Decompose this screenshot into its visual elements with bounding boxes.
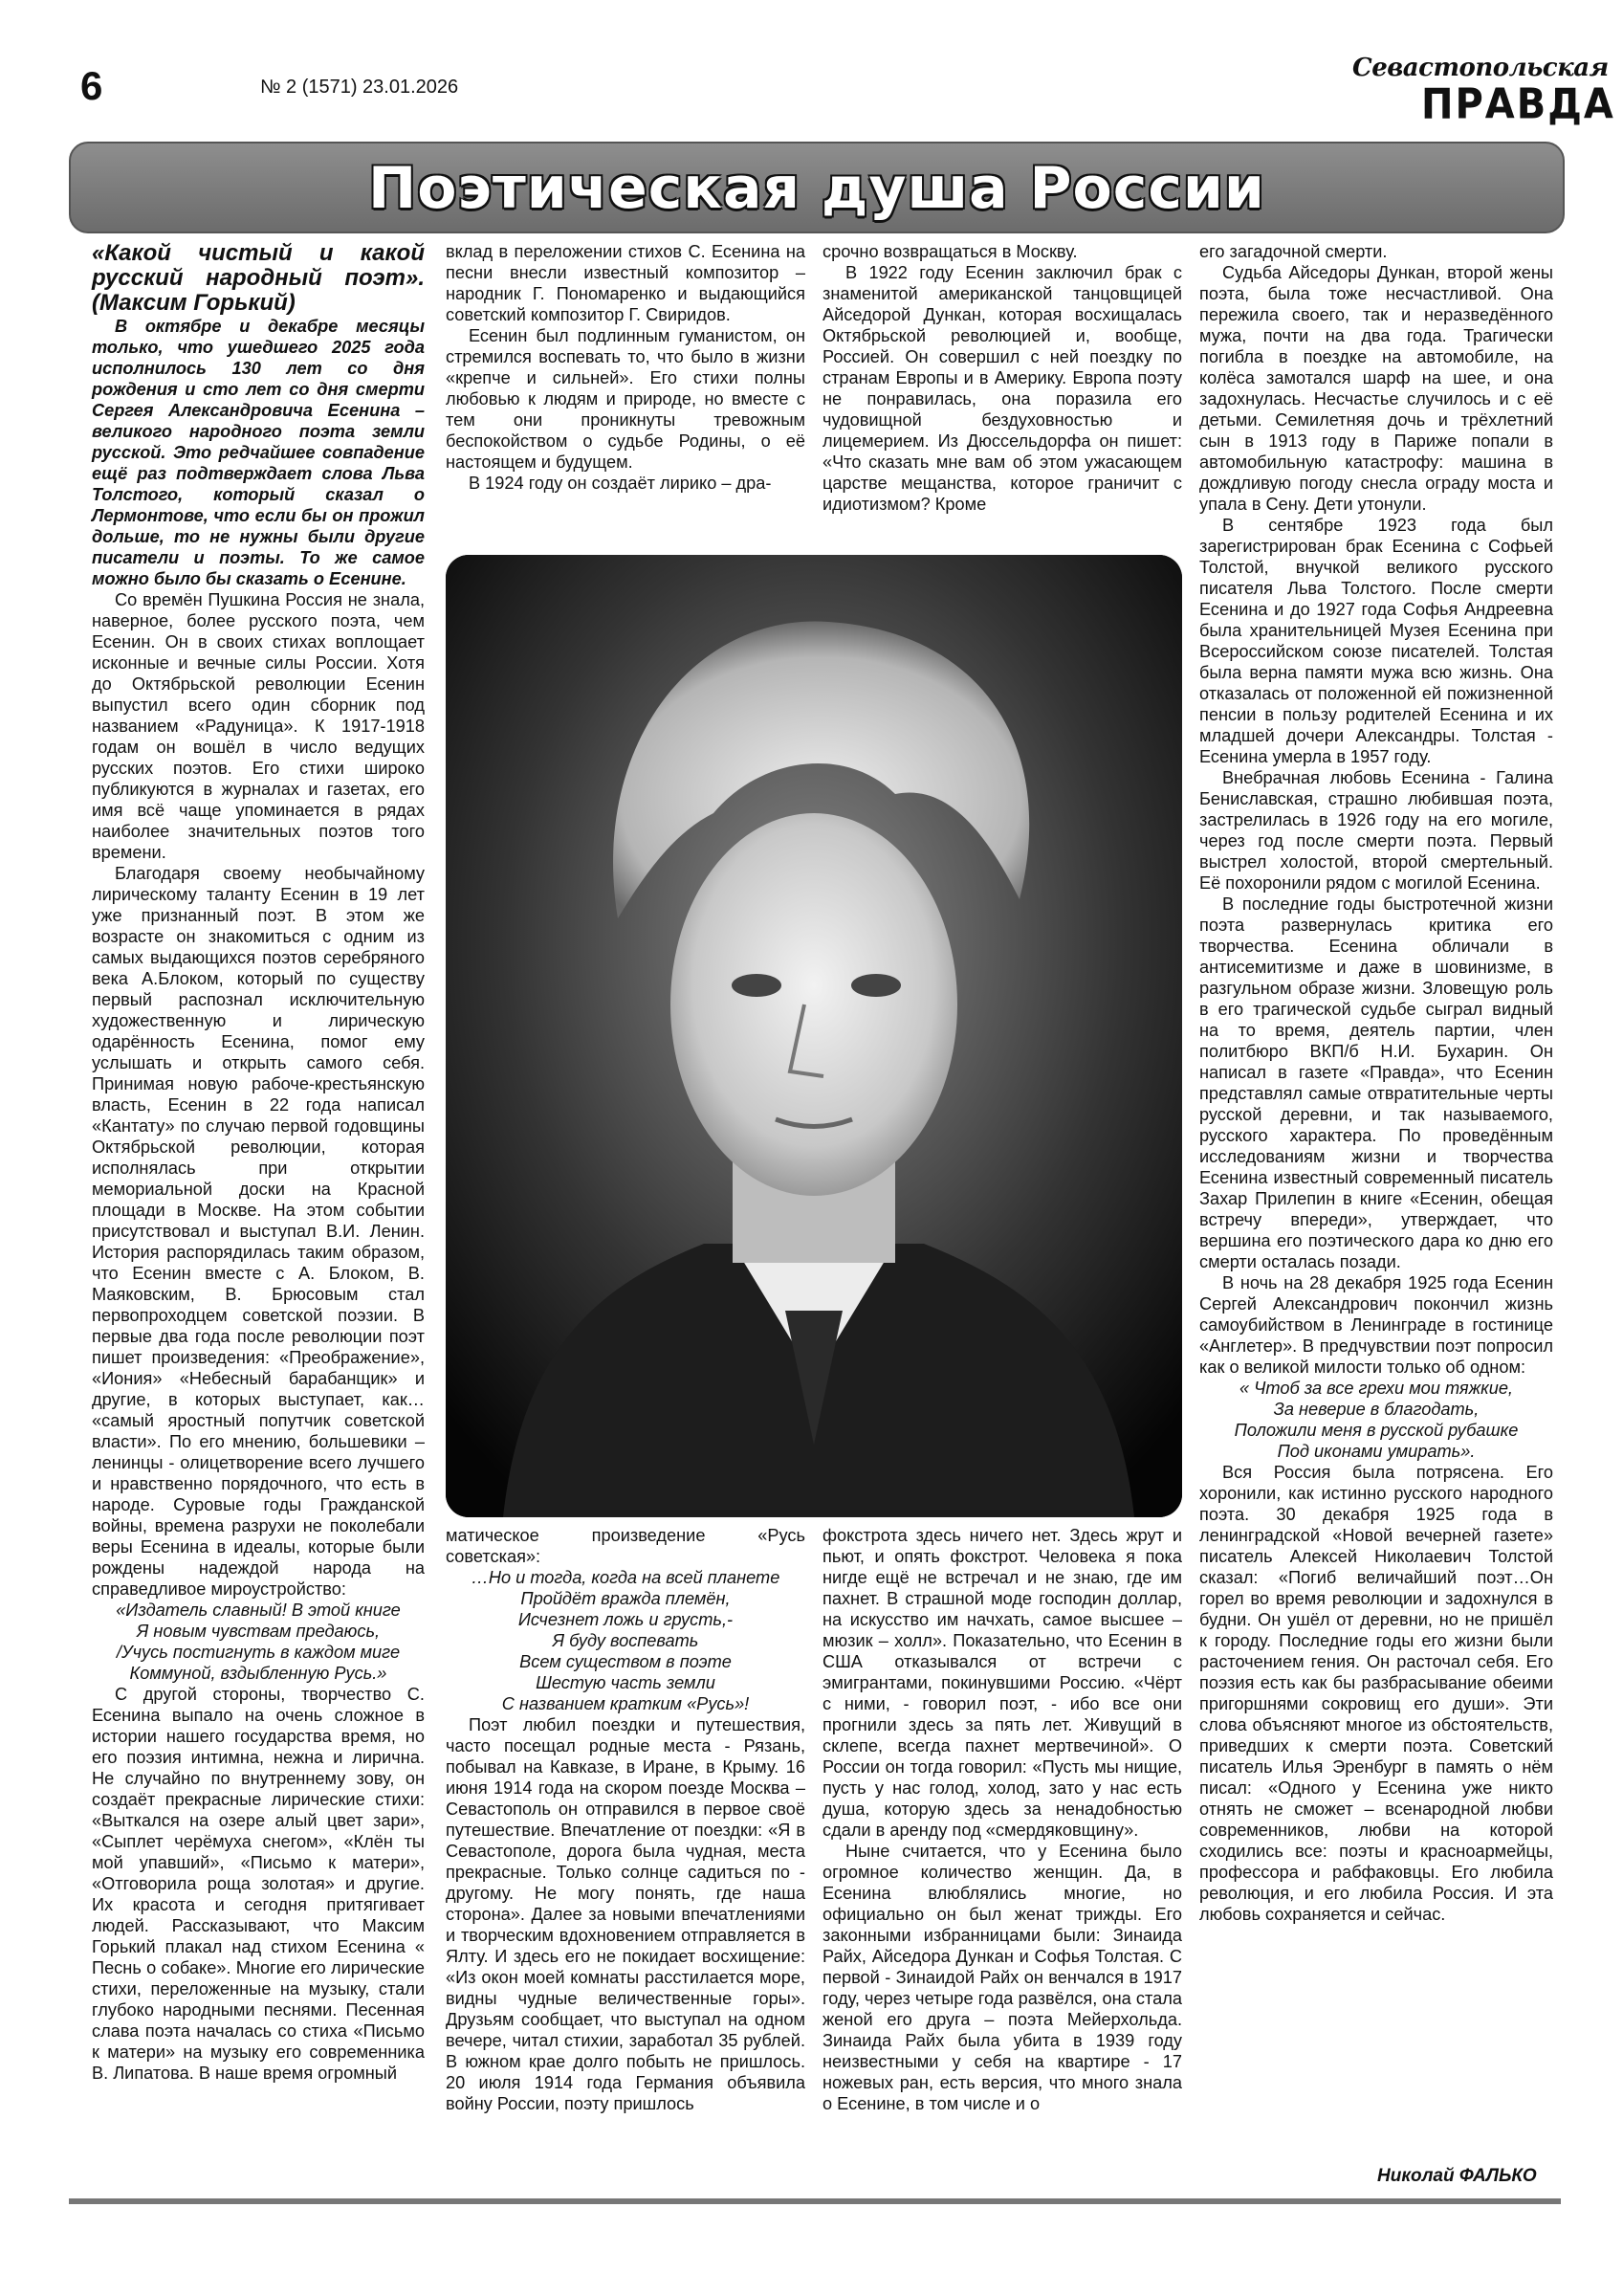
verse-line: …Но и тогда, когда на всей планете xyxy=(471,1568,780,1587)
paragraph: вклад в переложении стихов С. Есенина на песни внесли известный композитор – народник Г. Пономаренко и выдающийся советский композитор Г. Свиридов. xyxy=(446,242,805,324)
paragraph: В 1924 году он создаёт лирико – дра- xyxy=(469,474,772,493)
column-3-bottom xyxy=(822,1525,1182,2114)
verse-line: За неверие в благодать, xyxy=(1273,1400,1480,1419)
paragraph: матическое произведение «Русь советская»: xyxy=(446,1526,805,1566)
paragraph: В сентябре 1923 года был зарегистрирован брак Есенина с Софьей Толстой, внучкой великого русского писателя Льва Толстого. После смерти Есенина и до 1927 года Софья Андреевна была хранительницей Музея Есенина при Всероссийском союзе писателей. Толстая была верна памяти мужа всю жизнь. Она отказалась от положенной ей пожизненной пенсии в пользу родителей Есенина и их младшей дочери Александры. Толстая - Есенина умерла в 1957 году. xyxy=(1199,516,1553,766)
footer-rule xyxy=(69,2198,1561,2204)
portrait-photo-icon xyxy=(446,555,1182,1517)
logo-bottom-text: ПРАВДА xyxy=(1421,79,1615,129)
paragraph: Внебрачная любовь Есенина - Галина Бениславская, страшно любившая поэта, застрелилась в 1926 году на его могиле, через год после смерти поэта. Первый выстрел холостой, второй смертельный. Её похоронили рядом с могилой Есенина. xyxy=(1199,768,1553,893)
paragraph: В последние годы быстротечной жизни поэта развернулась критика его творчества. Есенина обличали в антисемитизме и даже в шовинизме, в разгульном образе жизни. Зловещую роль в его трагической судьбе сыграл видный на то время, деятель партии, член политбюро ВКП/б Н.И. Бухарин. Он написал в газете «Правда», что Есенин представлял самые отвратительные черты русской деревни, и так называемого, русского характера. По проведённым исследованиям жизни и творчества Есенина известный современный писатель Захар Прилепин в книге «Есенин, обещая встречу впереди», утверждает, что вершина его поэтического дара ко дню его смерти осталась позади. xyxy=(1199,894,1553,1271)
column-4 xyxy=(1199,241,1553,1925)
article-title: Поэтическая душа России xyxy=(368,155,1265,222)
verse-line: /Учусь постигнуть в каждом миге xyxy=(116,1643,401,1662)
paragraph: Благодаря своему необычайному лирическому таланту Есенин в 19 лет уже признанный поэт. В этом же возрасте он знакомиться с одним из самых выдающихся поэтов серебряного века А.Блоком, который по существу первый распознал исключительную художественную и лирическую одарённость Есенина, помог ему услышать и открыть самого себя. Принимая новую рабоче-крестьянскую власть, Есенин в 22 года написал «Кантату» по случаю первой годовщины Октябрьской революции, которая исполнялась при открытии мемориальной доски на Красной площади в Москве. На этом событии присутствовал и выступал В.И. Ленин. История распорядилась таким образом, что Есенин вместе с А. Блоком, В. Маяковским, В. Брюсовым стал первопроходцем советской поэзии. В первые два года после революции поэт пишет произведения: «Преображение», «Иония» «Небесный барабанщик» и другие, в которых выступает, как… «самый яростный попутчик советской власти». По его мнению, большевики – ленинцы - олицетворение всего лучшего и нравственно порядочного, что есть в народе. Суровые годы Гражданской войны, времена разрухи не поколебали веры Есенина в идеалы, которые были рождены надеждой народа на справедливое мироустройство: xyxy=(92,864,425,1599)
paragraph: С другой стороны, творчество С. Есенина выпало на очень сложное в истории нашего государства время, но его поэзия интимна, нежна и лирична. Не случайно по внутреннему зову, он создаёт прекрасные лирические стихи: «Выткался на озере алый цвет зари», «Сыплет черёмуха снегом», «Клён ты мой упавший», «Письмо к матери», «Отговорила роща золотая» и другие. Их красота и сегодня притягивает людей. Рассказывают, что Максим Горький плакал над стихом Есенина « Песнь о собаке». Многие его лирические стихи, переложенные на музыку, стали глубоко народными песнями. Песенная слава поэта началась со стиха «Письмо к матери» на музыку его современника В. Липатова. В наше время огромный xyxy=(92,1685,425,2083)
verse-line: Я новым чувствам предаюсь, xyxy=(136,1622,381,1641)
paragraph: его загадочной смерти. xyxy=(1199,242,1388,261)
logo-top-text: Севастопольская xyxy=(1352,54,1609,82)
paragraph: фокстрота здесь ничего нет. Здесь жрут и пьют, и опять фокстрот. Человека я пока нигде ещё не встречал и не знаю, где им пахнет. В страшной моде господин доллар, на искусство им начхать, самое высшее – мюзик – холл». Показательно, что Есенин в США отказывался от встречи с эмигрантами, покинувшими Россию. «Чёрт с ними, - говорил поэт, - ибо все они прогнили здесь за пять лет. Живущий в склепе, всегда пахнет мертвечиной». О России он тогда говорил: «Пусть мы нищие, пусть у нас голод, холод, зато у нас есть душа, которую здесь за ненадобностью сдали в аренду под «смердяковщину». xyxy=(822,1526,1182,1840)
paragraph: Есенин был подлинным гуманистом, он стремился воспевать то, что было в жизни «крепче и сильней». Его стихи полны любовью к людям и природе, но вместе с тем они проникнуты тревожным беспокойством о судьбе Родины, о её настоящем и будущем. xyxy=(446,326,805,472)
portrait-photo xyxy=(446,555,1182,1517)
column-2-bottom xyxy=(446,1525,805,2114)
verse-line: Коммуной, вздыбленную Русь.» xyxy=(129,1664,387,1683)
author-signature: Николай ФАЛЬКО xyxy=(1377,2166,1537,2186)
paragraph: Ныне считается, что у Есенина было огромное количество женщин. Да, в Есенина влюблялись многие, но официально он был женат трижды. Его законными избранницами были: Зинаида Райх, Айседора Дункан и Софья Толстая. С первой - Зинаидой Райх он венчался в 1917 году, через четыре года развёлся, она стала женой его друга – поэта Мейерхольда. Зинаида Райх была убита в 1939 году неизвестными у себя на квартире - 17 ножевых ран, есть версия, что много знала о Есенине, в том числе и о xyxy=(822,1842,1182,2113)
intro-paragraph: В октябре и декабре месяцы только, что ушедшего 2025 года исполнилось 130 лет со дня рождения и сто лет со дня смерти Сергея Александровича Есенина – великого народного поэта земли русской. Это редчайшее совпадение ещё раз подтверждает слова Льва Толстого, который сказал о Лермонтове, что если бы он прожил дольше, то не нужны были другие писатели и поэты. То же самое можно было бы сказать о Есенине. xyxy=(92,317,425,588)
column-3-top xyxy=(822,241,1182,515)
newspaper-logo xyxy=(1349,54,1615,138)
paragraph: срочно возвращаться в Москву. xyxy=(822,242,1078,261)
issue-info: № 2 (1571) 23.01.2026 xyxy=(260,77,459,98)
column-2-top xyxy=(446,241,805,494)
verse-line: Исчезнет ложь и грусть,- xyxy=(517,1610,734,1629)
verse-line: Шестую часть земли xyxy=(536,1673,715,1692)
verse-line: «Издатель славный! В этой книге xyxy=(116,1601,401,1620)
verse-line: « Чтоб за все грехи мои тяжкие, xyxy=(1239,1379,1513,1398)
title-banner xyxy=(69,142,1565,233)
paragraph: Со времён Пушкина Россия не знала, наверное, более русского поэта, чем Есенин. Он в своих стихах воплощает исконные и вечные силы России. Хотя до Октябрьской революции Есенин выпустил всего один сборник под названием «Радуница». К 1917-1918 годам он вошёл в число ведущих русских поэтов. Его стихи широко публикуются в журналах и газетах, его имя всё чаще упоминается в рядах наиболее значительных поэтов того времени. xyxy=(92,590,425,862)
paragraph: В 1922 году Есенин заключил брак с знаменитой американской танцовщицей Айседорой Дункан, которая восхищалась Октябрьской революцией и, вообще, Россией. Он совершил с ней поездку по странам Европы и в Америку. Европа поэту не понравилась, она поразила его чудовищной бездуховностью и лицемерием. Из Дюссельдорфа он пишет: «Что сказать мне вам об этом ужасающем царстве мещанства, которое граничит с идиотизмом? Кроме xyxy=(822,263,1182,514)
paragraph: Судьба Айседоры Дункан, второй жены поэта, была тоже несчастливой. Она пережила своего, так и неразведённого мужа, почти на два года. Трагически погибла в поездке на автомобиле, на колёса замотался шарф на шее, и она задохнулась. Несчастье случилось и с её детьми. Семилетняя дочь и трёхлетний сын в 1913 году в Париже попали в автомобильную катастрофу: машина в дождливую погоду снесла ограду моста и упала в Сену. Дети утонули. xyxy=(1199,263,1553,514)
paragraph: В ночь на 28 декабря 1925 года Есенин Сергей Александрович покончил жизнь самоубийством в Ленинграде в гостинице «Англетер». В предчувствии поэт попросил как о великой милости только об одном: xyxy=(1199,1273,1553,1377)
column-1 xyxy=(92,241,425,2084)
verse-line: Под иконами умирать». xyxy=(1277,1442,1476,1461)
verse-line: С названием кратким «Русь»! xyxy=(501,1694,750,1713)
verse-line: Положили меня в русской рубашке xyxy=(1234,1421,1519,1440)
epigraph: «Какой чистый и какой русский народный поэт». (Максим Горький) xyxy=(92,240,425,316)
verse-line: Всем существом в поэте xyxy=(519,1652,732,1671)
page-number: 6 xyxy=(80,63,103,108)
verse-line: Пройдёт вражда племён, xyxy=(520,1589,731,1608)
verse-line: Я буду воспевать xyxy=(552,1631,699,1650)
paragraph: Вся Россия была потрясена. Его хоронили, как истинно русского народного поэта. 30 декабря 1925 года в ленинградской «Новой вечерней газете» писатель Алексей Николаевич Толстой сказал: «Погиб величайший поэт…Он горел во время революции и задохнулся в будни. Он ушёл от деревни, но не пришёл к городу. Последние годы его жизни были расточением гения. Он расточал себя. Его поэзия есть как бы разбрасывание обеими пригоршнями сокровищ его души». Эти слова объясняют многое из обстоятельств, приведших к смерти поэта. Советский писатель Илья Эренбург в память о нём писал: «Одного у Есенина уже никто отнять не сможет – всенародной любви современников, любви на которой сходились все: поэты и красноармейцы, профессора и рабфаковцы. Его любила революция, и его любила Россия. И эта любовь сохраняется и сейчас. xyxy=(1199,1463,1553,1924)
paragraph: Поэт любил поездки и путешествия, часто посещал родные места - Рязань, побывал на Кавказе, в Иране, в Крыму. 16 июня 1914 года на скором поезде Москва – Севастополь он отправился в первое своё путешествие. Впечатление от поездки: «Я в Севастополе, дорога была чудная, места прекрасные. Только солнце садиться по - другому. Не могу понять, где наша сторона». Далее за новыми впечатлениями и творческим вдохновением отправляется в Ялту. И здесь его не покидает восхищение: «Из окон моей комнаты расстилается море, видны чудные величественные горы». Друзьям сообщает, что выступал на одном вечере, читал стихии, заработал 35 рублей. В южном крае долго побыть не пришлось. 20 июля 1914 года Германия объявила войну России, поэту пришлось xyxy=(446,1715,805,2113)
